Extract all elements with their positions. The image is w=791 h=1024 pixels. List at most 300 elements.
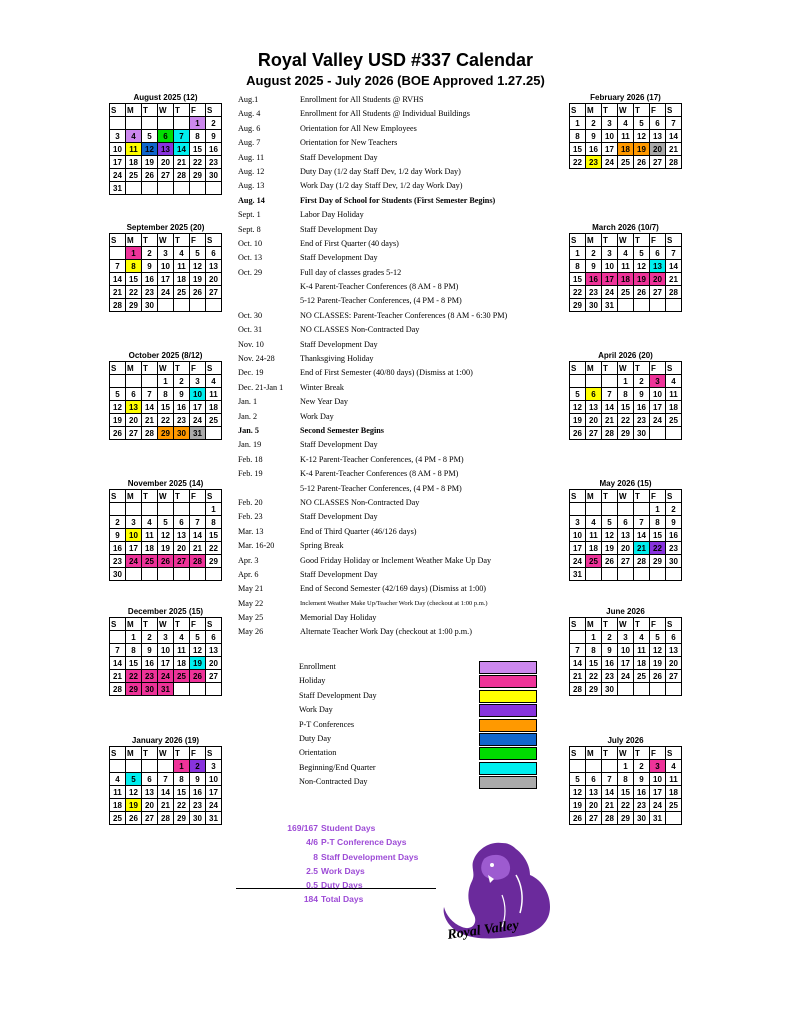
day-cell: 14 — [602, 401, 618, 414]
day-cell: 13 — [618, 529, 634, 542]
day-cell: 21 — [666, 143, 682, 156]
month-calendar — [109, 350, 222, 440]
day-cell: 22 — [126, 286, 142, 299]
day-cell — [666, 812, 682, 825]
day-cell: 23 — [142, 670, 158, 683]
event-description: Enrollment for All Students @ RVHS — [300, 95, 424, 104]
event-date: Aug. 12 — [238, 166, 265, 176]
day-cell: 12 — [190, 260, 206, 273]
month-calendar — [109, 735, 222, 825]
day-cell: 10 — [190, 388, 206, 401]
day-cell: 28 — [158, 812, 174, 825]
day-cell: 2 — [110, 516, 126, 529]
day-cell: 16 — [586, 143, 602, 156]
day-header: S — [666, 618, 682, 631]
day-header: T — [174, 747, 190, 760]
day-cell: 11 — [618, 130, 634, 143]
day-cell: 21 — [110, 286, 126, 299]
day-cell: 30 — [634, 427, 650, 440]
day-cell: 17 — [110, 156, 126, 169]
day-header: W — [158, 618, 174, 631]
day-header: S — [666, 747, 682, 760]
event-date: Dec. 19 — [238, 368, 264, 378]
day-cell: 2 — [142, 247, 158, 260]
day-cell: 8 — [206, 516, 222, 529]
day-header: T — [634, 747, 650, 760]
day-cell: 25 — [206, 414, 222, 427]
logo-text: Royal Valley — [446, 918, 520, 943]
day-cell: 11 — [666, 388, 682, 401]
day-cell: 1 — [190, 117, 206, 130]
event-description: Full day of classes grades 5-12 — [300, 267, 402, 277]
day-cell: 23 — [634, 414, 650, 427]
day-cell: 26 — [602, 555, 618, 568]
day-cell — [570, 631, 586, 644]
day-cell: 10 — [158, 644, 174, 657]
day-cell: 19 — [126, 799, 142, 812]
day-cell — [602, 568, 618, 581]
day-cell: 20 — [586, 799, 602, 812]
day-header: S — [570, 104, 586, 117]
day-cell: 13 — [586, 786, 602, 799]
event-description: 5-12 Parent-Teacher Conferences, (4 PM - 8 PM) — [300, 296, 462, 306]
day-cell: 26 — [158, 555, 174, 568]
day-cell — [110, 117, 126, 130]
day-cell: 19 — [570, 799, 586, 812]
day-cell: 23 — [586, 286, 602, 299]
day-cell: 7 — [174, 130, 190, 143]
day-header: F — [190, 362, 206, 375]
total-number: 184 — [303, 894, 318, 905]
day-header: S — [110, 104, 126, 117]
event-date: Oct. 30 — [238, 310, 263, 320]
event-description: End of First Quarter (40 days) — [300, 238, 399, 248]
total-row — [236, 878, 436, 892]
event-date: Oct. 31 — [238, 325, 263, 335]
day-cell: 29 — [570, 299, 586, 312]
day-cell: 8 — [126, 644, 142, 657]
day-cell — [142, 568, 158, 581]
event-description: Staff Development Day — [300, 339, 378, 349]
event-description: First Day of School for Students (First Semester Begins) — [300, 195, 496, 205]
day-cell — [158, 299, 174, 312]
day-cell — [634, 503, 650, 516]
event-date: Oct. 29 — [238, 267, 263, 277]
day-cell: 20 — [206, 657, 222, 670]
day-cell: 29 — [174, 812, 190, 825]
event-description: NO CLASSES Non-Contracted Day — [300, 497, 420, 507]
event-date: Mar. 16-20 — [238, 541, 275, 551]
day-cell: 4 — [666, 375, 682, 388]
day-cell: 11 — [174, 260, 190, 273]
day-cell: 20 — [650, 273, 666, 286]
day-cell: 26 — [650, 670, 666, 683]
day-cell: 27 — [158, 169, 174, 182]
month-calendar — [109, 606, 222, 696]
event-description: Spring Break — [300, 541, 344, 551]
day-cell: 3 — [650, 375, 666, 388]
day-cell: 15 — [586, 657, 602, 670]
legend-label: Holiday — [299, 676, 326, 686]
event-description: K-12 Parent-Teacher Conferences, (4 PM - 8 PM) — [300, 454, 464, 464]
day-cell: 14 — [174, 143, 190, 156]
day-cell: 8 — [570, 130, 586, 143]
event-description: Good Friday Holiday or Inclement Weather Make Up Day — [300, 555, 492, 565]
day-cell: 22 — [126, 670, 142, 683]
day-cell — [602, 375, 618, 388]
month-title: November 2025 (14) — [127, 479, 204, 488]
day-cell: 10 — [618, 644, 634, 657]
day-cell: 1 — [570, 117, 586, 130]
day-header: M — [126, 490, 142, 503]
day-header: T — [174, 234, 190, 247]
day-header: M — [126, 104, 142, 117]
event-date: Aug. 14 — [238, 195, 265, 205]
event-description: Enrollment for All Students @ Individual Buildings — [300, 109, 470, 119]
total-number: 169/167 — [287, 823, 318, 833]
event-description: NO CLASSES: Parent-Teacher Conferences (8 AM - 6:30 PM) — [300, 310, 508, 320]
day-cell: 20 — [650, 143, 666, 156]
day-cell: 4 — [126, 130, 142, 143]
month-grid — [109, 746, 222, 825]
day-cell: 30 — [634, 812, 650, 825]
month-grid — [569, 617, 682, 696]
day-cell: 19 — [190, 273, 206, 286]
day-cell — [570, 503, 586, 516]
month-grid — [109, 103, 222, 195]
event-date: Apr. 6 — [238, 569, 259, 579]
day-cell: 23 — [666, 542, 682, 555]
day-cell: 24 — [650, 799, 666, 812]
day-cell: 12 — [142, 143, 158, 156]
day-header: T — [634, 490, 650, 503]
day-header: F — [650, 362, 666, 375]
day-cell: 6 — [666, 631, 682, 644]
legend-row — [299, 660, 377, 674]
month-title: April 2026 (20) — [598, 351, 653, 360]
day-cell: 14 — [570, 657, 586, 670]
day-cell: 7 — [110, 644, 126, 657]
day-cell — [602, 760, 618, 773]
day-cell: 13 — [650, 260, 666, 273]
day-cell: 24 — [602, 286, 618, 299]
month-calendar — [569, 350, 682, 440]
day-cell: 5 — [570, 773, 586, 786]
day-header: S — [570, 234, 586, 247]
day-cell: 16 — [666, 529, 682, 542]
day-cell: 12 — [158, 529, 174, 542]
event-date: Aug. 13 — [238, 181, 265, 191]
day-cell — [142, 503, 158, 516]
day-header: M — [126, 618, 142, 631]
total-row — [236, 892, 436, 906]
day-cell: 2 — [666, 503, 682, 516]
day-cell: 17 — [618, 657, 634, 670]
day-cell: 7 — [570, 644, 586, 657]
month-grid — [569, 361, 682, 440]
total-number: 8 — [313, 851, 318, 862]
day-cell — [634, 568, 650, 581]
day-cell: 11 — [174, 644, 190, 657]
day-cell — [602, 503, 618, 516]
legend-swatch — [479, 762, 537, 775]
day-cell — [190, 683, 206, 696]
event-description: K-4 Parent-Teacher Conferences (8 AM - 8 PM) — [300, 282, 459, 292]
legend-label: Duty Day — [299, 733, 332, 743]
day-cell — [142, 117, 158, 130]
month-title: March 2026 (10/7) — [592, 223, 659, 232]
event-date: Apr. 3 — [238, 555, 259, 565]
day-cell: 9 — [586, 130, 602, 143]
day-cell: 11 — [126, 143, 142, 156]
month-calendar — [109, 222, 222, 312]
day-cell: 17 — [126, 542, 142, 555]
day-cell: 1 — [174, 760, 190, 773]
day-header: S — [666, 490, 682, 503]
day-cell: 31 — [602, 299, 618, 312]
day-header: T — [142, 747, 158, 760]
day-cell: 15 — [174, 786, 190, 799]
event-description: Orientation for All New Employees — [300, 123, 417, 133]
event-date: Dec. 21-Jan 1 — [238, 382, 284, 392]
day-cell: 29 — [126, 299, 142, 312]
day-cell: 9 — [174, 388, 190, 401]
day-cell: 6 — [158, 130, 174, 143]
day-header: M — [586, 104, 602, 117]
event-date: Jan. 19 — [238, 440, 262, 450]
day-cell: 5 — [634, 247, 650, 260]
day-cell: 18 — [586, 542, 602, 555]
day-cell — [190, 503, 206, 516]
day-cell: 30 — [142, 683, 158, 696]
event-description: Thanksgiving Holiday — [300, 354, 374, 364]
day-header: S — [666, 234, 682, 247]
day-cell: 10 — [650, 388, 666, 401]
total-row — [236, 835, 436, 849]
day-cell: 18 — [634, 657, 650, 670]
day-cell: 11 — [618, 260, 634, 273]
day-cell: 24 — [206, 799, 222, 812]
day-cell: 20 — [126, 414, 142, 427]
day-cell: 24 — [650, 414, 666, 427]
event-date: Nov. 24-28 — [238, 354, 275, 364]
day-header: M — [586, 618, 602, 631]
day-cell: 10 — [602, 130, 618, 143]
event-date: Oct. 10 — [238, 238, 263, 248]
day-cell: 3 — [618, 631, 634, 644]
day-cell: 15 — [206, 529, 222, 542]
legend-swatch — [479, 704, 537, 717]
day-cell — [110, 503, 126, 516]
day-cell: 6 — [618, 516, 634, 529]
event-date: Aug.1 — [238, 95, 259, 104]
event-date: Oct. 13 — [238, 253, 263, 263]
day-cell — [586, 760, 602, 773]
day-cell — [618, 503, 634, 516]
day-cell: 31 — [110, 182, 126, 195]
day-cell: 31 — [570, 568, 586, 581]
day-cell: 17 — [206, 786, 222, 799]
day-cell: 27 — [666, 670, 682, 683]
event-description: NO CLASSES Non-Contracted Day — [300, 325, 420, 335]
day-cell: 17 — [602, 273, 618, 286]
day-cell: 23 — [110, 555, 126, 568]
day-cell: 22 — [618, 799, 634, 812]
day-header: F — [190, 618, 206, 631]
total-label: Total Days — [321, 894, 364, 905]
day-header: S — [206, 362, 222, 375]
month-title: July 2026 — [607, 736, 644, 745]
day-cell — [142, 760, 158, 773]
day-header: S — [110, 490, 126, 503]
month-grid — [569, 233, 682, 312]
day-cell: 25 — [586, 555, 602, 568]
day-cell: 7 — [110, 260, 126, 273]
day-cell: 6 — [650, 117, 666, 130]
day-cell: 8 — [586, 644, 602, 657]
day-cell: 2 — [586, 117, 602, 130]
day-header: M — [586, 362, 602, 375]
day-totals — [236, 821, 436, 907]
month-calendar — [109, 92, 222, 195]
event-date: Aug. 11 — [238, 152, 265, 162]
day-header: S — [206, 234, 222, 247]
month-grid — [109, 233, 222, 312]
day-cell: 9 — [190, 773, 206, 786]
day-header: T — [142, 362, 158, 375]
day-cell: 24 — [190, 414, 206, 427]
day-cell: 25 — [666, 414, 682, 427]
legend-label: Orientation — [299, 748, 337, 758]
day-cell — [190, 182, 206, 195]
day-cell: 4 — [142, 516, 158, 529]
event-description: Work Day (1/2 day Staff Dev, 1/2 day Work Day) — [300, 181, 463, 191]
page-subtitle: August 2025 - July 2026 (BOE Approved 1.27.25) — [246, 73, 545, 88]
day-cell: 5 — [190, 631, 206, 644]
event-date: Sept. 8 — [238, 224, 261, 234]
day-cell: 19 — [634, 143, 650, 156]
day-cell: 7 — [602, 388, 618, 401]
day-header: T — [142, 104, 158, 117]
event-date: Feb. 23 — [238, 512, 263, 522]
day-header: T — [174, 362, 190, 375]
month-grid — [109, 361, 222, 440]
day-header: S — [570, 490, 586, 503]
total-number: 2.5 — [306, 865, 318, 876]
day-cell: 18 — [126, 156, 142, 169]
day-header: F — [650, 490, 666, 503]
day-cell: 9 — [666, 516, 682, 529]
day-header: W — [618, 747, 634, 760]
day-cell — [190, 568, 206, 581]
day-cell: 24 — [570, 555, 586, 568]
event-description: End of Third Quarter (46/126 days) — [300, 526, 417, 536]
day-header: F — [650, 104, 666, 117]
day-cell: 6 — [586, 388, 602, 401]
day-cell — [126, 503, 142, 516]
total-label: P-T Conference Days — [321, 837, 407, 848]
day-cell — [142, 375, 158, 388]
legend-label: Work Day — [299, 705, 333, 715]
day-cell: 16 — [602, 657, 618, 670]
day-cell: 26 — [126, 812, 142, 825]
day-cell: 18 — [206, 401, 222, 414]
day-cell: 1 — [570, 247, 586, 260]
day-cell: 23 — [602, 670, 618, 683]
totals-divider — [236, 888, 436, 889]
day-header: T — [174, 618, 190, 631]
day-header: T — [602, 234, 618, 247]
day-cell: 5 — [190, 247, 206, 260]
day-cell: 5 — [650, 631, 666, 644]
day-cell: 18 — [666, 786, 682, 799]
legend-label: Enrollment — [299, 662, 336, 671]
month-grid — [569, 489, 682, 581]
day-cell: 16 — [206, 143, 222, 156]
month-grid — [109, 617, 222, 696]
day-cell: 13 — [142, 786, 158, 799]
day-cell: 7 — [634, 516, 650, 529]
day-cell: 12 — [634, 130, 650, 143]
day-cell: 7 — [142, 388, 158, 401]
day-cell: 28 — [110, 683, 126, 696]
day-header: S — [110, 618, 126, 631]
day-header: W — [618, 104, 634, 117]
day-cell: 22 — [618, 414, 634, 427]
month-title: May 2026 (15) — [599, 479, 652, 488]
day-header: T — [142, 618, 158, 631]
event-description: Staff Development Day — [300, 512, 378, 522]
day-header: F — [650, 234, 666, 247]
day-cell: 3 — [602, 117, 618, 130]
day-cell: 11 — [586, 529, 602, 542]
event-date: Aug. 7 — [238, 138, 261, 148]
day-cell: 29 — [190, 169, 206, 182]
month-title: February 2026 (17) — [590, 93, 661, 102]
day-cell: 8 — [174, 773, 190, 786]
day-cell: 24 — [158, 670, 174, 683]
day-cell: 7 — [190, 516, 206, 529]
day-cell: 11 — [634, 644, 650, 657]
day-cell: 12 — [570, 401, 586, 414]
day-cell — [158, 117, 174, 130]
day-cell: 9 — [634, 773, 650, 786]
event-date: Aug. 6 — [238, 123, 261, 133]
day-cell: 14 — [666, 260, 682, 273]
day-cell: 18 — [618, 273, 634, 286]
day-cell — [158, 182, 174, 195]
day-cell: 3 — [570, 516, 586, 529]
day-cell: 12 — [570, 786, 586, 799]
day-header: M — [586, 490, 602, 503]
day-cell: 12 — [634, 260, 650, 273]
day-cell: 9 — [634, 388, 650, 401]
day-cell: 14 — [666, 130, 682, 143]
event-description: K-4 Parent-Teacher Conferences (8 AM - 8 PM) — [300, 469, 459, 479]
day-cell: 7 — [666, 117, 682, 130]
day-cell: 27 — [174, 555, 190, 568]
total-number: 4/6 — [306, 837, 318, 848]
month-calendar — [569, 735, 682, 825]
day-cell: 29 — [126, 683, 142, 696]
day-cell — [206, 182, 222, 195]
day-cell: 4 — [110, 773, 126, 786]
day-cell: 23 — [142, 286, 158, 299]
day-cell — [618, 299, 634, 312]
day-cell: 23 — [190, 799, 206, 812]
event-description: Orientation for New Teachers — [300, 138, 398, 148]
day-cell: 26 — [570, 427, 586, 440]
